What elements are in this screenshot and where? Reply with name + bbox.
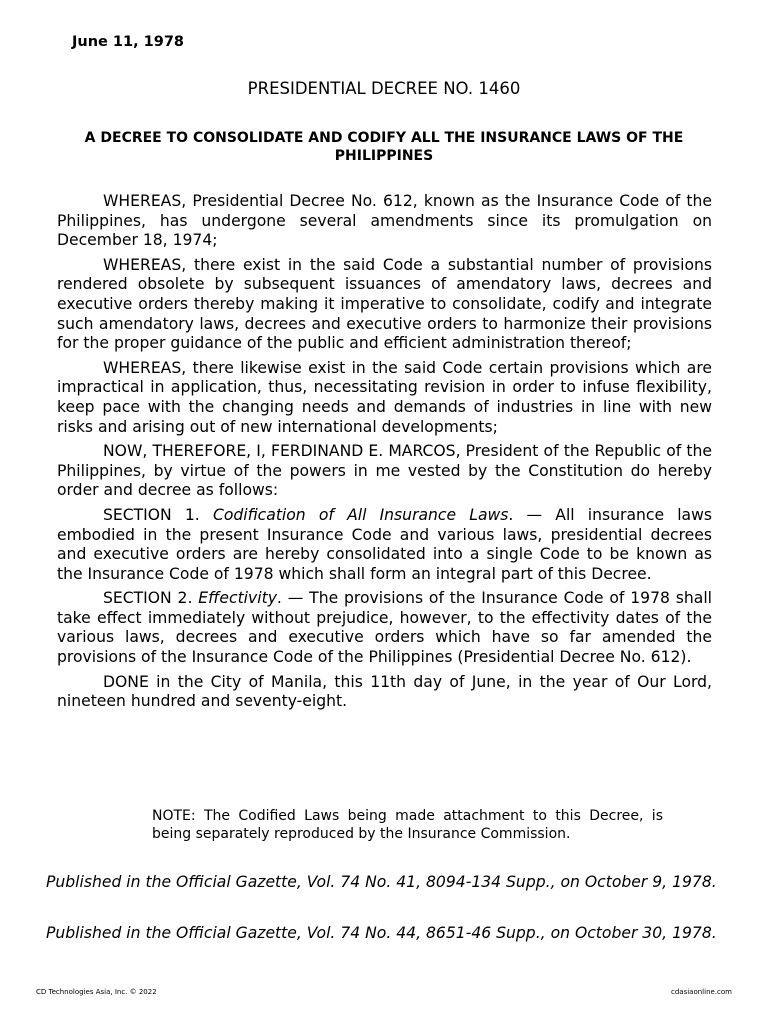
decree-date: June 11, 1978 bbox=[72, 34, 185, 50]
section-2-body: . — The provisions of the Insurance Code of 1978 shall take effect immediately without prejudice, however, to the effectivity dates of the various laws, decrees and executive orders which have so far amended the provisions of the Insurance Code of the Philippines (Presidential Decree No. 612). bbox=[57, 589, 713, 667]
whereas-clause-3: WHEREAS, there likewise exist in the said Code certain provisions which are impractical in application, thus, necessitating revision in order to infuse flexibility, keep pace with the changing needs and demands of industries in line with new risks and arising out of new international developments; bbox=[57, 358, 712, 436]
section-1 bbox=[57, 506, 712, 584]
done-clause: DONE in the City of Manila, this 11th day of June, in the year of Our Lord, nineteen hundred and seventy-eight. bbox=[57, 672, 712, 711]
decree-title: A DECREE TO CONSOLIDATE AND CODIFY ALL THE INSURANCE LAWS OF THE PHILIPPINES bbox=[84, 130, 684, 164]
footer-copyright: CD Technologies Asia, Inc. © 2022 bbox=[36, 988, 157, 996]
section-1-label: SECTION 1. bbox=[103, 505, 200, 524]
whereas-clause-2: WHEREAS, there exist in the said Code a substantial number of provisions rendered obsolete by subsequent issuances of amendatory laws, decrees and executive orders thereby making it imperative to consolidate, codify and integrate such amendatory laws, decrees and executive orders to harmonize their provisions for the proper guidance of the public and efficient administration thereof; bbox=[57, 255, 712, 353]
decree-number: PRESIDENTIAL DECREE NO. 1460 bbox=[247, 79, 521, 98]
section-2-heading: Effectivity bbox=[198, 589, 277, 608]
section-2-label: SECTION 2. bbox=[103, 589, 193, 608]
section-2 bbox=[57, 589, 712, 667]
decree-body bbox=[57, 192, 712, 717]
now-therefore-clause: NOW, THEREFORE, I, FERDINAND E. MARCOS, President of the Republic of the Philippines, by virtue of the powers in me vested by the Constitution do hereby order and decree as follows: bbox=[57, 442, 712, 500]
section-1-body: . — All insurance laws embodied in the present Insurance Code and various laws, presidential decrees and executive orders are hereby consolidated into a single Code to be known as the Insurance Code of 1978 which shall form an integral part of this Decree. bbox=[57, 505, 712, 583]
publication-note-1: Published in the Official Gazette, Vol. 74 No. 41, 8094-134 Supp., on October 9, 1978. bbox=[46, 873, 717, 891]
attachment-note: NOTE: The Codified Laws being made attachment to this Decree, is being separately reproduced by the Insurance Commission. bbox=[152, 808, 663, 842]
whereas-clause-1: WHEREAS, Presidential Decree No. 612, known as the Insurance Code of the Philippines, has undergone several amendments since its promulgation on December 18, 1974; bbox=[57, 192, 712, 250]
publication-note-2: Published in the Official Gazette, Vol. 74 No. 44, 8651-46 Supp., on October 30, 1978. bbox=[46, 924, 717, 942]
section-1-heading: Codification of All Insurance Laws bbox=[212, 505, 509, 524]
footer-site: cdasiaonline.com bbox=[671, 988, 732, 996]
